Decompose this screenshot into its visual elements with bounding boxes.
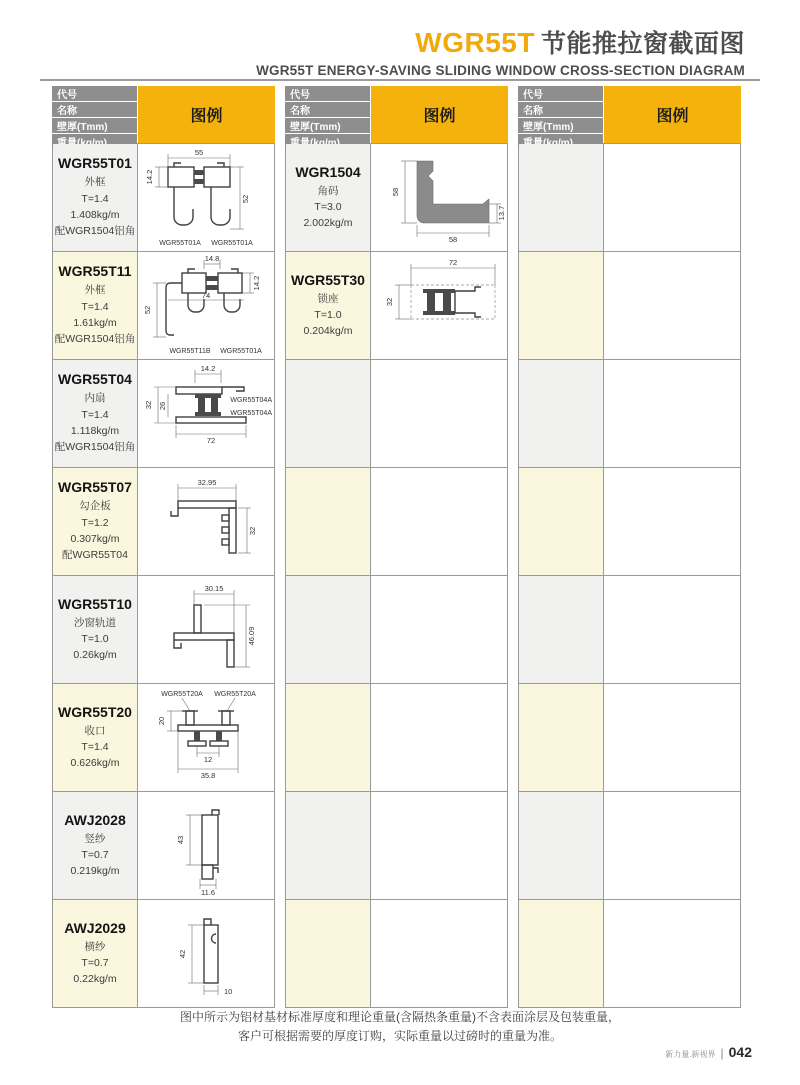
product-code: WGR55T20 <box>58 703 132 720</box>
group1-header <box>52 86 275 143</box>
product-code: AWJ2028 <box>64 811 126 828</box>
product-note: 配WGR1504铝角 <box>54 333 136 346</box>
profile-table-group-1 <box>52 86 275 1008</box>
empty-cell <box>519 360 604 467</box>
product-cell-wgr55t30 <box>286 252 371 359</box>
table-row <box>53 467 274 575</box>
product-cell-wgr55t10 <box>53 576 138 683</box>
dim-top: 32.95 <box>197 478 217 487</box>
page-number: 042 <box>728 1044 752 1060</box>
col-header-name: 名称 <box>518 102 603 118</box>
cross-section-wgr55t11 <box>138 253 274 358</box>
footnote-line1: 图中所示为铝材基材标准厚度和理论重量(含隔热条重量)不含表面涂层及包装重量， <box>180 1010 620 1024</box>
product-name: 勾企板 <box>79 500 111 513</box>
page-title-code: WGR55T <box>415 27 535 58</box>
part-label: WGR55T20A <box>161 691 203 698</box>
table-row <box>286 251 507 359</box>
empty-cell <box>286 360 371 467</box>
product-thickness: T=1.0 <box>81 632 109 645</box>
empty-cell <box>286 576 371 683</box>
product-code: WGR55T11 <box>58 263 132 280</box>
product-code: WGR1504 <box>295 163 361 180</box>
dim-top: 72 <box>448 258 458 267</box>
empty-cell <box>519 792 604 899</box>
product-note: 配WGR1504铝角 <box>54 225 136 238</box>
product-thickness: T=1.4 <box>81 300 109 313</box>
page-separator: | <box>720 1046 724 1060</box>
product-note: 配WGR1504铝角 <box>54 441 136 454</box>
empty-cell <box>286 792 371 899</box>
dim-left-inner: 26 <box>158 401 167 411</box>
table-row <box>53 791 274 899</box>
table-row <box>519 791 740 899</box>
product-cell-wgr55t01 <box>53 144 138 251</box>
col-header-diagram: 图例 <box>137 86 275 143</box>
table-row <box>519 251 740 359</box>
product-weight: 2.002kg/m <box>303 217 353 230</box>
table-row <box>286 144 507 251</box>
dim-mid: 12 <box>203 755 213 764</box>
masthead <box>256 24 745 78</box>
empty-cell <box>519 252 604 359</box>
dim-right: 14.2 <box>252 275 261 291</box>
dim-right: 46.09 <box>247 626 256 646</box>
product-cell-awj2029 <box>53 900 138 1007</box>
col-header-diagram: 图例 <box>603 86 741 143</box>
product-name: 外框 <box>84 284 106 297</box>
product-weight: 0.204kg/m <box>303 325 353 338</box>
product-thickness: T=3.0 <box>314 200 342 213</box>
table-row <box>519 575 740 683</box>
page-subtitle: WGR55T ENERGY-SAVING SLIDING WINDOW CROSS-SECTION DIAGRAM <box>256 63 745 78</box>
product-thickness: T=1.4 <box>81 192 109 205</box>
dim-bottom: 10 <box>224 987 233 996</box>
product-code: WGR55T30 <box>291 271 365 288</box>
product-name: 锁座 <box>317 292 339 305</box>
product-weight: 0.219kg/m <box>70 865 120 878</box>
product-weight: 1.408kg/m <box>70 209 120 221</box>
dim-bottom: 58 <box>448 235 458 244</box>
part-label: WGR55T11B <box>169 348 211 355</box>
group3-header <box>518 86 741 143</box>
product-name: 收口 <box>84 724 106 737</box>
dim-left: 20 <box>157 716 166 726</box>
product-code: WGR55T04 <box>58 371 132 388</box>
table-row <box>519 683 740 791</box>
dim-top: 55 <box>194 148 204 157</box>
empty-cell <box>286 468 371 575</box>
group2-header <box>285 86 508 143</box>
product-name: 竖纱 <box>84 832 106 845</box>
dim-bottom: 35.8 <box>200 771 216 780</box>
dim-left: 43 <box>176 835 185 845</box>
cross-section-awj2028 <box>138 793 274 898</box>
table-row <box>286 899 507 1007</box>
part-label: WGR55T01A <box>220 348 262 355</box>
dim-right: 52 <box>241 194 250 204</box>
brand-tagline: 新力量.新视界 <box>665 1050 716 1059</box>
product-weight: 0.626kg/m <box>70 757 120 770</box>
table-row <box>286 467 507 575</box>
product-name: 横纱 <box>84 940 106 953</box>
cross-section-awj2029 <box>138 901 274 1006</box>
col-header-thickness: 壁厚(Tmm) <box>518 118 603 134</box>
product-cell-wgr55t11 <box>53 252 138 359</box>
empty-cell <box>519 684 604 791</box>
empty-cell <box>519 576 604 683</box>
product-thickness: T=1.0 <box>314 308 342 321</box>
dim-bottom: 11.6 <box>200 888 216 897</box>
dim-right: 13.7 <box>497 205 506 221</box>
empty-cell <box>286 900 371 1007</box>
dim-top: 14.8 <box>204 254 220 263</box>
footnote <box>0 1008 800 1045</box>
profile-table-group-3 <box>518 86 741 1008</box>
product-weight: 1.61kg/m <box>73 317 117 329</box>
table-row <box>286 359 507 467</box>
product-thickness: T=0.7 <box>81 956 109 969</box>
table-row <box>53 575 274 683</box>
table-row <box>286 575 507 683</box>
empty-cell <box>286 684 371 791</box>
cross-section-wgr55t10 <box>138 577 274 682</box>
col-header-code: 代号 <box>52 86 137 102</box>
page-title-cn: 节能推拉窗截面图 <box>540 30 745 58</box>
dim-left: 32 <box>385 297 394 307</box>
col-header-diagram: 图例 <box>370 86 508 143</box>
product-weight: 1.118kg/m <box>70 425 120 437</box>
part-label: WGR55T20A <box>214 691 256 698</box>
product-name: 沙窗轨道 <box>74 616 116 629</box>
product-code: WGR55T10 <box>58 595 132 612</box>
table-row <box>53 899 274 1007</box>
product-cell-wgr55t04 <box>53 360 138 467</box>
part-label: WGR55T01A <box>211 240 253 247</box>
cross-section-wgr55t07 <box>138 469 274 574</box>
product-name: 内扇 <box>84 392 106 405</box>
product-note: 配WGR55T04 <box>62 549 128 562</box>
table-row <box>53 144 274 251</box>
table-row <box>519 467 740 575</box>
product-weight: 0.307kg/m <box>70 533 120 545</box>
product-thickness: T=1.4 <box>81 408 109 421</box>
col-header-thickness: 壁厚(Tmm) <box>52 118 137 134</box>
product-thickness: T=0.7 <box>81 848 109 861</box>
col-header-code: 代号 <box>285 86 370 102</box>
product-thickness: T=1.2 <box>81 516 109 529</box>
empty-cell <box>519 144 604 251</box>
col-header-thickness: 壁厚(Tmm) <box>285 118 370 134</box>
table-row <box>53 359 274 467</box>
part-label: WGR55T04A <box>230 410 272 417</box>
empty-cell <box>519 468 604 575</box>
product-cell-wgr1504 <box>286 144 371 251</box>
cross-section-wgr55t30 <box>371 253 507 358</box>
product-name: 外框 <box>84 176 106 189</box>
dim-right: 32 <box>248 526 257 536</box>
product-code: WGR55T07 <box>58 479 132 496</box>
profile-table-group-2 <box>285 86 508 1008</box>
col-header-code: 代号 <box>518 86 603 102</box>
table-row <box>519 144 740 251</box>
product-code: WGR55T01 <box>58 155 132 172</box>
product-cell-awj2028 <box>53 792 138 899</box>
dim-left: 52 <box>143 305 152 315</box>
product-weight: 0.26kg/m <box>73 649 117 662</box>
cross-section-wgr55t01 <box>138 145 274 250</box>
dim-left: 42 <box>178 949 187 959</box>
table-row <box>286 683 507 791</box>
dim-top: 14.2 <box>200 364 216 373</box>
product-code: AWJ2029 <box>64 919 126 936</box>
profile-table <box>52 86 741 1008</box>
dim-left: 58 <box>391 187 400 197</box>
table-row <box>286 791 507 899</box>
empty-cell <box>519 900 604 1007</box>
header-rule <box>40 79 760 81</box>
cross-section-wgr55t20 <box>138 685 274 790</box>
dim-bottom: 72 <box>206 436 216 445</box>
dim-left-outer: 32 <box>144 400 153 410</box>
table-row <box>53 683 274 791</box>
part-label: WGR55T04A <box>230 397 272 404</box>
cross-section-wgr1504 <box>371 145 507 250</box>
product-weight: 0.22kg/m <box>73 973 117 986</box>
table-row <box>53 251 274 359</box>
page-footer <box>665 1044 752 1060</box>
cross-section-wgr55t04 <box>138 361 274 466</box>
dim-left: 14.2 <box>145 169 154 185</box>
dim-mid: 74 <box>201 291 211 300</box>
table-row <box>519 899 740 1007</box>
product-name: 角码 <box>317 184 339 197</box>
table-row <box>519 359 740 467</box>
product-thickness: T=1.4 <box>81 740 109 753</box>
dim-top: 30.15 <box>204 584 224 593</box>
col-header-name: 名称 <box>285 102 370 118</box>
part-label: WGR55T01A <box>159 240 201 247</box>
col-header-name: 名称 <box>52 102 137 118</box>
product-cell-wgr55t07 <box>53 468 138 575</box>
footnote-line2: 客户可根据需要的厚度订购，实际重量以过磅时的重量为准。 <box>237 1028 562 1043</box>
page-title <box>256 24 745 60</box>
product-cell-wgr55t20 <box>53 684 138 791</box>
